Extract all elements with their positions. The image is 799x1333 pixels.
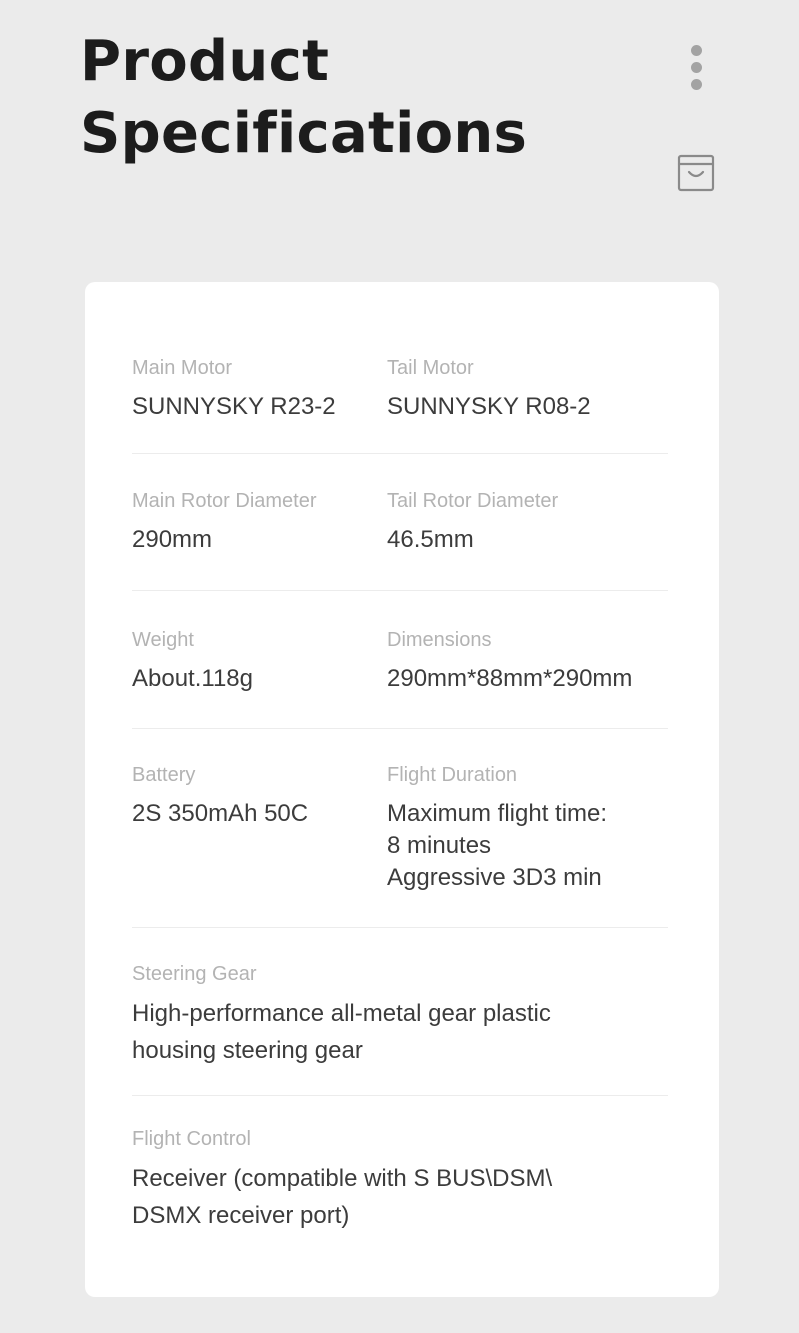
spec-value: 290mm — [132, 526, 213, 553]
spec-value: 2S 350mAh 50C — [132, 800, 309, 827]
spec-value: Receiver (compatible with S BUS\DSM\ DSMX receiver port) — [132, 1165, 553, 1229]
spec-label: Dimensions — [387, 629, 492, 651]
spec-tail-rotor-diameter — [387, 488, 558, 556]
more-vertical-icon — [691, 45, 702, 56]
spec-tail-motor — [387, 355, 591, 423]
spec-main-motor — [132, 355, 336, 423]
spec-label: Main Motor — [132, 357, 233, 379]
more-vertical-icon-dot — [691, 79, 702, 90]
spec-label: Tail Rotor Diameter — [387, 490, 559, 512]
divider — [132, 927, 668, 928]
spec-weight — [132, 627, 253, 695]
spec-value-line: Aggressive 3D3 min — [387, 864, 602, 891]
spec-label: Weight — [132, 629, 194, 651]
spec-steering-gear — [132, 961, 632, 1069]
divider — [132, 453, 668, 454]
spec-value-line: Maximum flight time: — [387, 800, 608, 827]
spec-flight-control — [132, 1126, 612, 1234]
divider — [132, 590, 668, 591]
spec-label: Steering Gear — [132, 963, 257, 985]
page-title-line-1: Product — [80, 29, 330, 94]
archive-button[interactable] — [677, 154, 715, 192]
spec-value: High-performance all-metal gear plastic housing steering gear — [132, 1000, 551, 1064]
spec-battery — [132, 762, 308, 830]
spec-label: Flight Control — [132, 1128, 251, 1150]
page-title-line-2: Specifications — [80, 101, 528, 166]
spec-dimensions — [387, 627, 632, 695]
spec-value: 290mm*88mm*290mm — [387, 665, 633, 692]
spec-value: SUNNYSKY R08-2 — [387, 393, 591, 420]
spec-label: Tail Motor — [387, 357, 474, 379]
spec-main-rotor-diameter — [132, 488, 317, 556]
page-title — [80, 26, 527, 170]
archive-box-icon — [677, 154, 715, 192]
spec-flight-duration — [387, 762, 607, 894]
spec-label: Battery — [132, 764, 196, 786]
more-vertical-icon-dot — [691, 62, 702, 73]
more-options-button[interactable] — [680, 40, 712, 94]
spec-value — [387, 798, 607, 894]
spec-card — [85, 282, 719, 1297]
spec-value-line: 8 minutes — [387, 832, 492, 859]
spec-value: 46.5mm — [387, 526, 474, 553]
divider — [132, 728, 668, 729]
spec-label: Main Rotor Diameter — [132, 490, 317, 512]
spec-value: About.118g — [132, 665, 253, 692]
divider — [132, 1095, 668, 1096]
spec-label: Flight Duration — [387, 764, 518, 786]
spec-value: SUNNYSKY R23-2 — [132, 393, 336, 420]
